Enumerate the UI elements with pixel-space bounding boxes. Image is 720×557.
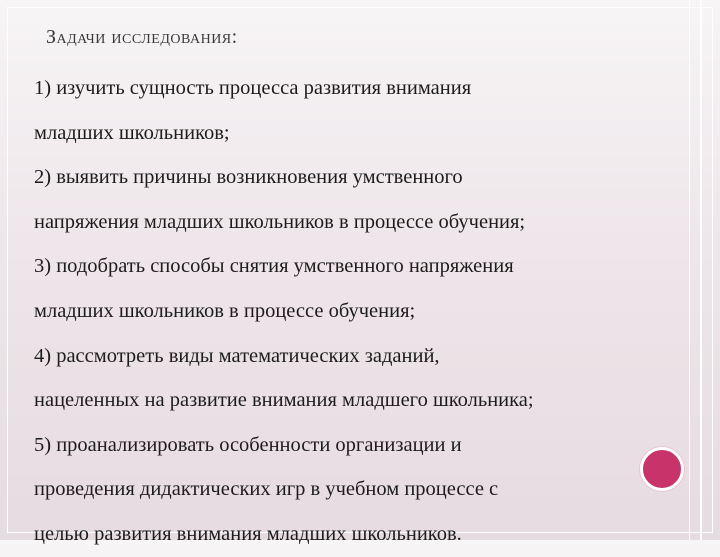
task-line: проведения дидактических игр в учебном процессе с bbox=[34, 478, 499, 501]
task-line: младших школьников; bbox=[34, 121, 230, 144]
task-line: напряжения младших школьников в процессе обучения; bbox=[34, 210, 526, 233]
decorative-vertical-line-thin bbox=[689, 0, 690, 540]
decorative-circle-icon bbox=[640, 447, 684, 491]
task-line: нацеленных на развитие внимания младшего школьника; bbox=[34, 389, 534, 412]
task-line: младших школьников в процессе обучения; bbox=[34, 299, 416, 322]
task-line: 4) рассмотреть виды математических заданий, bbox=[34, 344, 440, 367]
task-list bbox=[34, 66, 674, 557]
task-line: целью развития внимания младших школьников. bbox=[34, 522, 462, 545]
slide-title: Задачи исследования: bbox=[46, 26, 238, 48]
decorative-vertical-line bbox=[700, 0, 702, 540]
task-line: 5) проанализировать особенности организации и bbox=[34, 433, 462, 456]
task-line: 1) изучить сущность процесса развития внимания bbox=[34, 77, 472, 99]
task-line: 2) выявить причины возникновения умственного bbox=[34, 166, 463, 189]
task-line: 3) подобрать способы снятия умственного напряжения bbox=[34, 255, 514, 278]
